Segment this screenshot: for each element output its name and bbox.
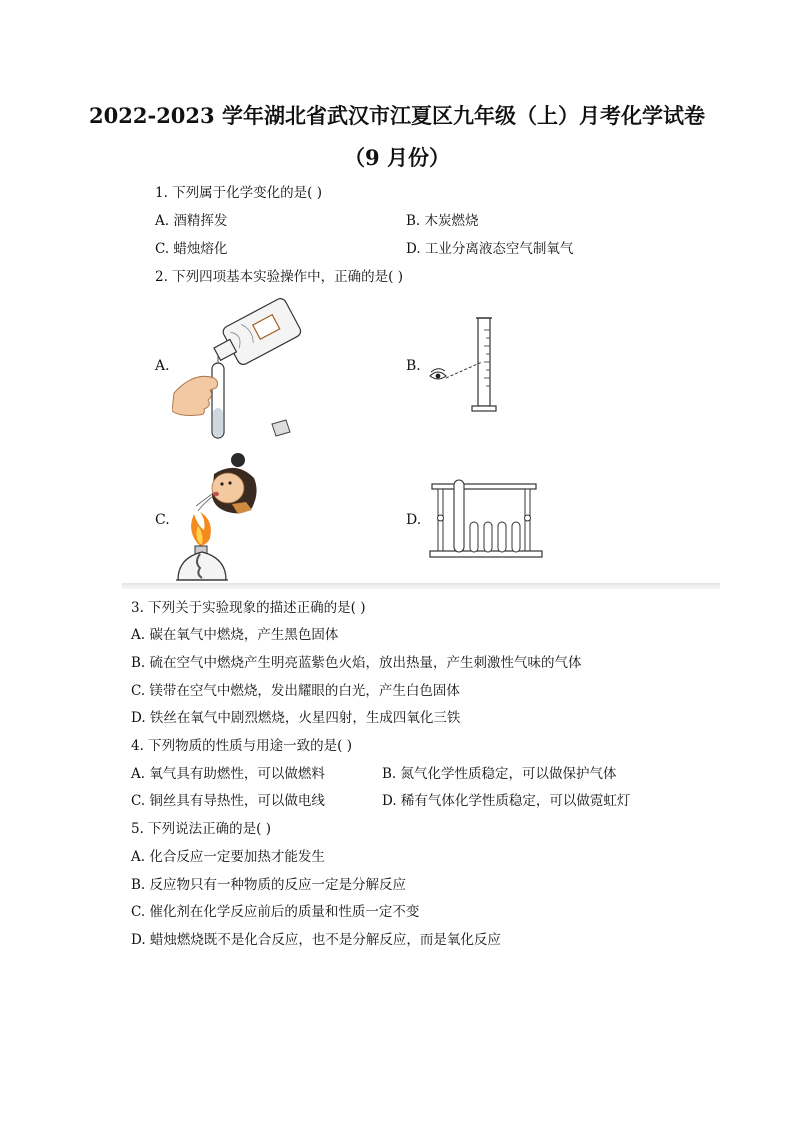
q5-option-b[interactable]: B. 反应物只有一种物质的反应一定是分解反应 — [131, 877, 407, 893]
q3-option-d[interactable]: D. 铁丝在氧气中剧烈燃烧，火星四射，生成四氧化三铁 — [131, 710, 461, 726]
page-divider — [122, 583, 720, 589]
q4-stem: 4. 下列物质的性质与用途一致的是( ) — [131, 738, 352, 754]
blowing-alcohol-lamp-figure — [170, 450, 265, 586]
q1-option-c[interactable]: C. 蜡烛熔化 — [155, 241, 228, 257]
q2-option-c[interactable]: C. — [155, 512, 170, 528]
q3-option-c[interactable]: C. 镁带在空气中燃烧，发出耀眼的白光，产生白色固体 — [131, 683, 460, 699]
q4-option-a[interactable]: A. 氧气具有助燃性，可以做燃料 — [131, 766, 325, 782]
q1-stem: 1. 下列属于化学变化的是( ) — [155, 185, 322, 201]
q3-stem: 3. 下列关于实验现象的描述正确的是( ) — [131, 600, 366, 616]
test-tube-rack-figure — [428, 478, 550, 560]
q2-option-d[interactable]: D. — [406, 512, 422, 528]
q3-option-b[interactable]: B. 硫在空气中燃烧产生明亮蓝紫色火焰，放出热量，产生刺激性气味的气体 — [131, 655, 582, 671]
page-title: 2022-2023 学年湖北省武汉市江夏区九年级（上）月考化学试卷 — [89, 103, 705, 128]
q2-stem: 2. 下列四项基本实验操作中，正确的是( ) — [155, 269, 403, 285]
q5-option-d[interactable]: D. 蜡烛燃烧既不是化合反应，也不是分解反应，而是氧化反应 — [131, 932, 501, 948]
page-subtitle: （9 月份） — [344, 145, 450, 170]
q1-option-d[interactable]: D. 工业分离液态空气制氧气 — [406, 241, 574, 257]
q4-option-c[interactable]: C. 铜丝具有导热性，可以做电线 — [131, 793, 325, 809]
q4-option-b[interactable]: B. 氮气化学性质稳定，可以做保护气体 — [382, 766, 617, 782]
q2-option-a[interactable]: A. — [155, 358, 170, 374]
pouring-liquid-figure — [172, 298, 312, 443]
q3-option-a[interactable]: A. 碳在氧气中燃烧，产生黑色固体 — [131, 627, 339, 643]
q1-option-a[interactable]: A. 酒精挥发 — [155, 213, 228, 229]
q4-option-d[interactable]: D. 稀有气体化学性质稳定，可以做霓虹灯 — [382, 793, 631, 809]
q2-option-b[interactable]: B. — [406, 358, 421, 374]
graduated-cylinder-figure — [428, 312, 508, 417]
q5-stem: 5. 下列说法正确的是( ) — [131, 821, 271, 837]
q5-option-a[interactable]: A. 化合反应一定要加热才能发生 — [131, 849, 325, 865]
q1-option-b[interactable]: B. 木炭燃烧 — [406, 213, 479, 229]
q5-option-c[interactable]: C. 催化剂在化学反应前后的质量和性质一定不变 — [131, 904, 420, 920]
